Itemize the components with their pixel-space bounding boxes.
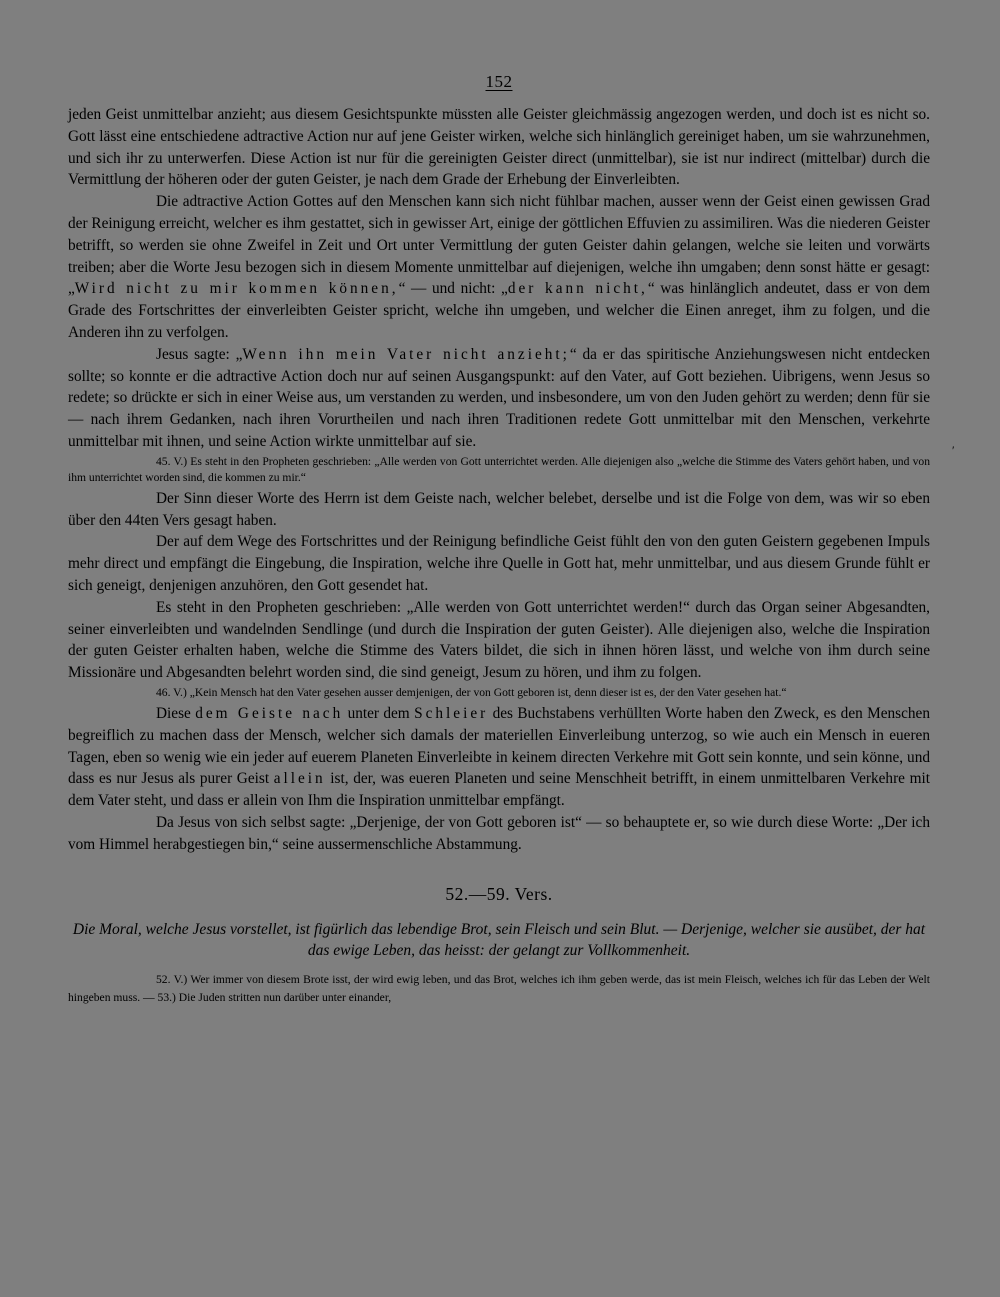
- page-number: 152: [485, 72, 513, 91]
- paragraph: Es steht in den Propheten geschrieben: „Alle werden von Gott unterrichtet werden!“ durch das Organ seiner Abgesandten, seiner einverleibten und wandelnden Sendlinge (und durch die Inspiration der guten Geister). Alle diejenigen also, welche die Inspiration der guten Geister erhalten haben, welche die Stimme des Vaters bildet, die sich in ihnen hören lässt, und welche von ihm durch seine Missionäre und Abgesandten belehrt worden sind, die sind geneigt, Jesum zu hören, und ihm zu folgen.: [68, 598, 930, 682]
- paragraph: [68, 191, 930, 344]
- section-heading: 52.—59. Vers.: [445, 883, 553, 904]
- text-run: Jesus sagte: „: [156, 345, 243, 363]
- paragraph: Der auf dem Wege des Fortschrittes und der Reinigung befindliche Geist fühlt den von den guten Geistern gegebenen Impuls mehr direct und empfängt die Eingebung, die Inspiration, welche ihre Quelle in Gott hat, mehr unmittelbar, und aus diesem Grunde fühlt er sich geneigt, denjenigen anzuhören, den Gott gesendet hat.: [68, 533, 930, 594]
- section-summary: Die Moral, welche Jesus vorstellet, ist figürlich das lebendige Brot, sein Fleisch und sein Blut. — Derjenige, welcher sie ausübet, der hat das ewige Leben, das heisst: der gelangt zur Vollkommenheit.: [72, 920, 926, 959]
- spaced-emphasis: dem Geiste nach: [195, 704, 344, 722]
- paragraph: [68, 703, 930, 812]
- spaced-emphasis: der kann nicht,: [507, 280, 648, 298]
- text-run: “ — und nicht: „: [398, 280, 508, 298]
- text-run: “ was hinlänglich andeutet, dass er von dem Grade des Fortschrittes der einverleibten Geister spricht, welche ihn umgeben, und welcher die Einen anreget, ihm zu folgen, und die Anderen ihn zu verfolgen.: [68, 280, 931, 341]
- verse-quote: 45. V.) Es steht in den Propheten geschrieben: „Alle werden von Gott unterrichtet werden. Alle diejenigen also „welche die Stimme des Vaters gehört haben, und von ihm unterrichtet worden sind, die kommen zu mir.“: [68, 454, 930, 484]
- text-run: “ da er das spiritische Anziehungswesen nicht entdecken sollte; so konnte er die adtractive Action doch nur auf seinen Ausgangspunkt: auf den Vater, auf Gott beziehen. Uibrigens, wenn Jesus so redete; so drückte er sich in einer Weise aus, um verstanden zu werden, und insbesondere, um von den Juden gehört zu werden; denn für sie — nach ihrem Gedanken, nach ihren Vorurtheilen und nach ihren Traditionen redete Gott unmittelbar mit den Menschen, verkehrte unmittelbar mit ihnen, und seine Action wirkte unmittelbar auf sie.: [68, 345, 930, 450]
- paragraph: Der Sinn dieser Worte des Herrn ist dem Geiste nach, welcher belebet, derselbe und ist die Folge von dem, was wir so eben über den 44ten Vers gesagt haben.: [68, 489, 930, 529]
- body-text: [68, 104, 930, 856]
- spaced-emphasis: Wird nicht zu mir kommen können,: [74, 280, 399, 298]
- spaced-emphasis: allein: [273, 770, 326, 788]
- spaced-emphasis: Wenn ihn mein Vater nicht anzieht;: [242, 345, 570, 363]
- margin-mark-icon: ′: [952, 443, 955, 457]
- paragraph: [68, 344, 930, 453]
- text-run: unter dem: [343, 704, 415, 722]
- spaced-emphasis: Schleier: [414, 704, 489, 722]
- paragraph: jeden Geist unmittelbar anzieht; aus diesem Gesichtspunkte müssten alle Geister gleichmässig angezogen werden, und doch ist es nicht so. Gott lässt eine entschiedene adtractive Action nur auf jene Geister wirken, welche sich hinlänglich gereiniget haben, um sie wahrzunehmen, und sich ihr zu unterwerfen. Diese Action ist nur für die gereinigten Geister direct (unmittelbar), sie ist nur indirect (mittelbar) durch die Vermittlung der höheren oder der guten Geister, je nach dem Grade der Erhebung der Einverleibten.: [68, 106, 930, 189]
- text-run: des Buchstabens verhüllten Worte haben den Zweck, es den Menschen begreiflich zu machen dass der Mensch, welcher sich damals der materiellen Einverleibung unterzog, so wie auch ein Mensch in eueren Tagen, eben so wenig wie ein jeder auf euerem Planeten Einverleibte in keinem directen Verkehre mit Gott sein konnte, und sein könne, und dass es nur Jesus als purer Geist: [68, 704, 930, 788]
- verse-quote: 46. V.) „Kein Mensch hat den Vater gesehen ausser demjenigen, der von Gott geboren ist, denn dieser ist es, der den Vater gesehen hat.“: [156, 685, 787, 699]
- text-run: Die adtractive Action Gottes auf den Menschen kann sich nicht fühlbar machen, ausser wenn der Geist einen gewissen Grad der Reinigung erreicht, welcher es ihm gestattet, sich in gewisser Art, einige der göttlichen Effuvien zu assimiliren. Was die niederen Geister betrifft, so werden sie ohne Zweifel in Zeit und Ort unter Vermittlung der guten Geister dahin gelangen, welche sie leiten und vorwärts treiben; aber die Worte Jesu bezogen sich in diesem Momente unmittelbar auf diejenigen, welche ihn umgaben; denn sonst hätte er gesagt: „: [68, 193, 930, 298]
- verse-footnote: 52. V.) Wer immer von diesem Brote isst, der wird ewig leben, und das Brot, welches ich ihm geben werde, das ist mein Fleisch, welches ich für das Leben der Welt hingeben muss. — 53.) Die Juden stritten nun darüber unter einander,: [68, 972, 930, 1004]
- text-run: Diese: [156, 704, 196, 722]
- text-run: ist, der, was eueren Planeten und seine Menschheit betrifft, in einem unmittelbaren Verkehre mit dem Vater steht, und dass er allein von Ihm die Inspiration unmittelbar empfängt.: [68, 770, 930, 810]
- paragraph: Da Jesus von sich selbst sagte: „Derjenige, der von Gott geboren ist“ — so behauptete er, so wie durch diese Worte: „Der ich vom Himmel herabgestiegen bin,“ seine aussermenschliche Abstammung.: [68, 813, 930, 853]
